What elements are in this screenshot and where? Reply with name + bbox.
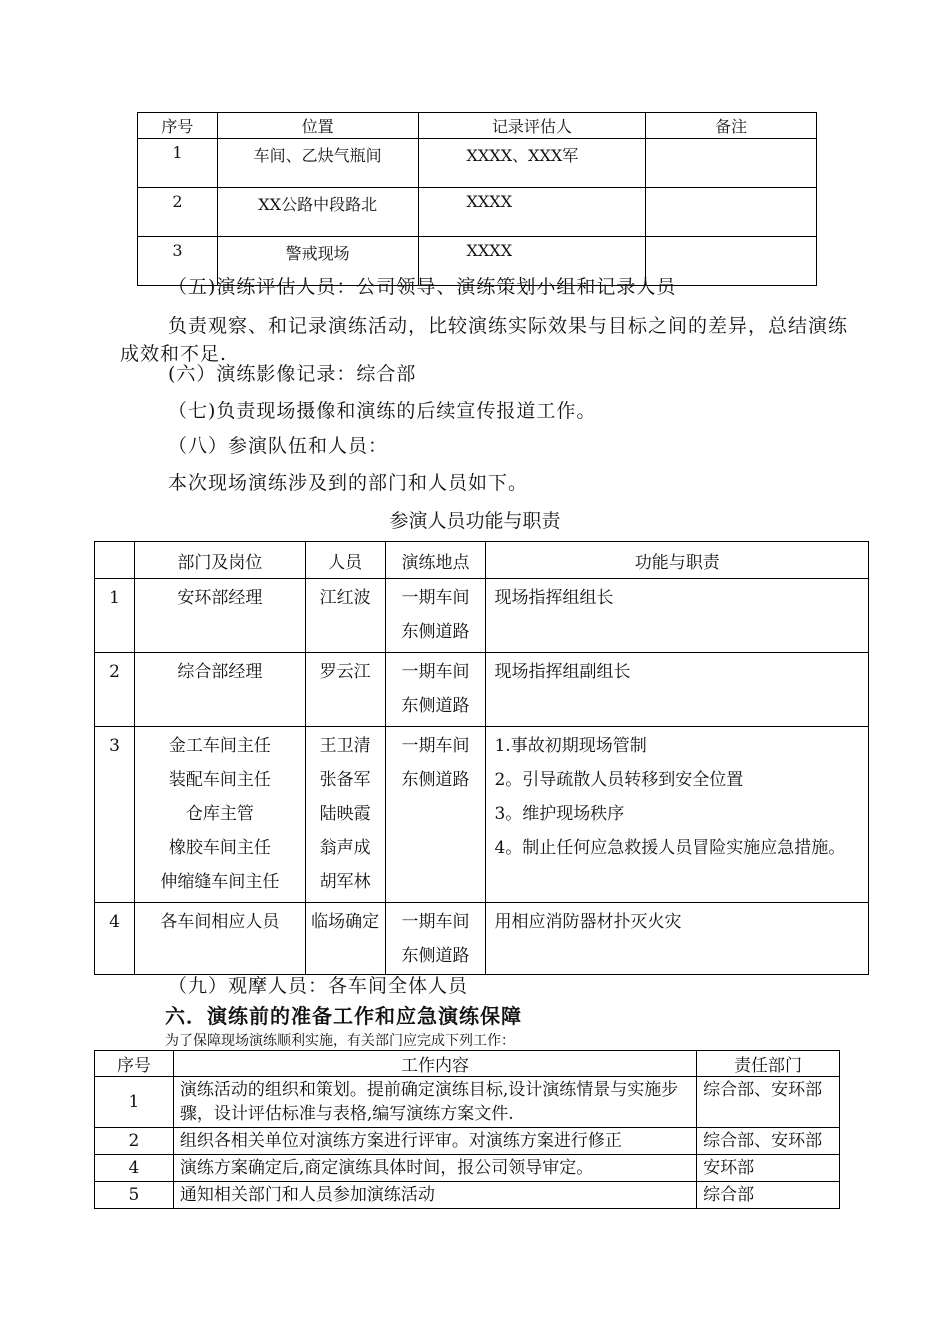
header-cell: 功能与职责 xyxy=(486,542,869,579)
recorder-cell: XXXX xyxy=(418,188,646,237)
place-line: 一期车间 xyxy=(401,588,470,608)
header-cell: 备注 xyxy=(646,113,817,139)
table-row xyxy=(138,188,817,237)
dept-cell xyxy=(134,727,305,903)
person-line: 陆映霞 xyxy=(319,804,371,824)
duty-line: 现场指挥组组长 xyxy=(494,588,614,608)
place-cell xyxy=(385,903,486,975)
table-row xyxy=(95,1182,840,1209)
header-cell: 记录评估人 xyxy=(418,113,646,139)
duty-line: 现场指挥组副组长 xyxy=(494,662,631,682)
task-cell: 通知相关部门和人员参加演练活动 xyxy=(173,1182,696,1209)
place-line: 东侧道路 xyxy=(401,622,470,642)
person-line: 罗云江 xyxy=(319,662,371,682)
preparation-table xyxy=(94,1050,840,1209)
person-cell xyxy=(305,653,385,727)
header-cell: 序号 xyxy=(95,1051,174,1077)
place-line: 一期车间 xyxy=(401,662,470,682)
dept-line: 安环部经理 xyxy=(177,588,263,608)
participants-description: 本次现场演练涉及到的部门和人员如下。 xyxy=(168,472,529,494)
person-line: 王卫清 xyxy=(319,736,371,756)
section-intro: 为了保障现场演练顺利实施，有关部门应完成下列工作： xyxy=(165,1033,515,1049)
table-header-row xyxy=(95,542,869,579)
table-row xyxy=(138,139,817,188)
evaluators-paragraph: （五)演练评估人员：公司领导、演练策划小组和记录人员 xyxy=(168,276,677,298)
duty-cell xyxy=(486,903,869,975)
dept-cell: 综合部 xyxy=(697,1182,840,1209)
row-number: 4 xyxy=(95,903,135,975)
remark-cell xyxy=(646,188,817,237)
row-number: 1 xyxy=(95,1077,174,1128)
header-cell: 部门及岗位 xyxy=(134,542,305,579)
task-cell: 演练方案确定后,商定演练具体时间，报公司领导审定。 xyxy=(173,1155,696,1182)
duty-cell xyxy=(486,579,869,653)
dept-cell xyxy=(134,903,305,975)
dept-line: 伸缩缝车间主任 xyxy=(160,872,280,892)
header-cell: 序号 xyxy=(138,113,218,139)
person-line: 临场确定 xyxy=(311,912,380,932)
duty-line: 3。维护现场秩序 xyxy=(494,804,625,824)
place-line: 东侧道路 xyxy=(401,770,470,790)
table-row xyxy=(95,653,869,727)
filming-paragraph: （七)负责现场摄像和演练的后续宣传报道工作。 xyxy=(168,400,597,422)
person-line: 胡军林 xyxy=(319,872,371,892)
header-cell: 工作内容 xyxy=(173,1051,696,1077)
person-line: 张备军 xyxy=(319,770,371,790)
dept-line: 综合部经理 xyxy=(177,662,263,682)
dept-cell: 安环部 xyxy=(697,1155,840,1182)
header-cell: 演练地点 xyxy=(385,542,486,579)
location-cell: 车间、乙炔气瓶间 xyxy=(217,139,418,188)
duty-line: 4。制止任何应急救援人员冒险实施应急措施。 xyxy=(494,838,846,858)
place-cell xyxy=(385,579,486,653)
person-line: 翁声成 xyxy=(319,838,371,858)
duty-cell xyxy=(486,653,869,727)
header-cell: 责任部门 xyxy=(697,1051,840,1077)
duty-cell xyxy=(486,727,869,903)
table-row xyxy=(95,1155,840,1182)
table-row xyxy=(95,579,869,653)
person-cell xyxy=(305,579,385,653)
table-row xyxy=(95,1077,840,1128)
row-number: 2 xyxy=(95,653,135,727)
location-table xyxy=(137,112,817,286)
row-number: 4 xyxy=(95,1155,174,1182)
table-row xyxy=(95,727,869,903)
dept-line: 橡胶车间主任 xyxy=(168,838,271,858)
dept-line: 金工车间主任 xyxy=(168,736,271,756)
header-cell: 位置 xyxy=(217,113,418,139)
row-number: 3 xyxy=(95,727,135,903)
table-row xyxy=(95,1128,840,1155)
participants-table xyxy=(94,541,869,975)
video-record-paragraph: (六）演练影像记录：综合部 xyxy=(168,363,417,385)
recorder-cell: XXXX、XXX军 xyxy=(418,139,646,188)
section-heading: 六．演练前的准备工作和应急演练保障 xyxy=(165,1004,522,1028)
table-header-row xyxy=(138,113,817,139)
place-line: 一期车间 xyxy=(401,912,470,932)
dept-line: 装配车间主任 xyxy=(168,770,271,790)
row-number: 2 xyxy=(95,1128,174,1155)
dept-cell: 综合部、安环部 xyxy=(697,1128,840,1155)
remark-cell xyxy=(646,139,817,188)
table-header-row xyxy=(95,1051,840,1077)
header-cell xyxy=(95,542,135,579)
place-line: 东侧道路 xyxy=(401,696,470,716)
table-row xyxy=(95,903,869,975)
duty-line: 2。引导疏散人员转移到安全位置 xyxy=(494,770,744,790)
dept-line: 仓库主管 xyxy=(185,804,254,824)
dept-cell xyxy=(134,579,305,653)
row-number: 5 xyxy=(95,1182,174,1209)
place-cell xyxy=(385,653,486,727)
task-cell: 组织各相关单位对演练方案进行评审。对演练方案进行修正 xyxy=(173,1128,696,1155)
dept-line: 各车间相应人员 xyxy=(160,912,280,932)
evaluators-description: 负责观察、和记录演练活动，比较演练实际效果与目标之间的差异，总结演练成效和不足. xyxy=(120,315,849,365)
table-caption: 参演人员功能与职责 xyxy=(389,510,561,532)
participants-heading: （八）参演队伍和人员： xyxy=(168,435,389,457)
row-number: 1 xyxy=(95,579,135,653)
row-number: 2 xyxy=(138,188,218,237)
location-cell: XX公路中段路北 xyxy=(217,188,418,237)
location-cell: 警戒现场 xyxy=(217,237,418,286)
observers-paragraph: （九）观摩人员：各车间全体人员 xyxy=(168,975,469,997)
place-line: 东侧道路 xyxy=(401,946,470,966)
dept-cell xyxy=(134,653,305,727)
row-number: 3 xyxy=(138,237,218,286)
recorder-cell: XXXX xyxy=(418,237,646,286)
place-cell xyxy=(385,727,486,903)
person-cell xyxy=(305,727,385,903)
dept-cell: 综合部、安环部 xyxy=(697,1077,840,1128)
person-cell xyxy=(305,903,385,975)
duty-line: 1.事故初期现场管制 xyxy=(494,736,647,756)
task-cell: 演练活动的组织和策划。提前确定演练目标,设计演练情景与实施步骤，设计评估标准与表格,编写演练方案文件. xyxy=(173,1077,696,1128)
header-cell: 人员 xyxy=(305,542,385,579)
row-number: 1 xyxy=(138,139,218,188)
place-line: 一期车间 xyxy=(401,736,470,756)
person-line: 江红波 xyxy=(319,588,371,608)
duty-line: 用相应消防器材扑灭火灾 xyxy=(494,912,682,932)
